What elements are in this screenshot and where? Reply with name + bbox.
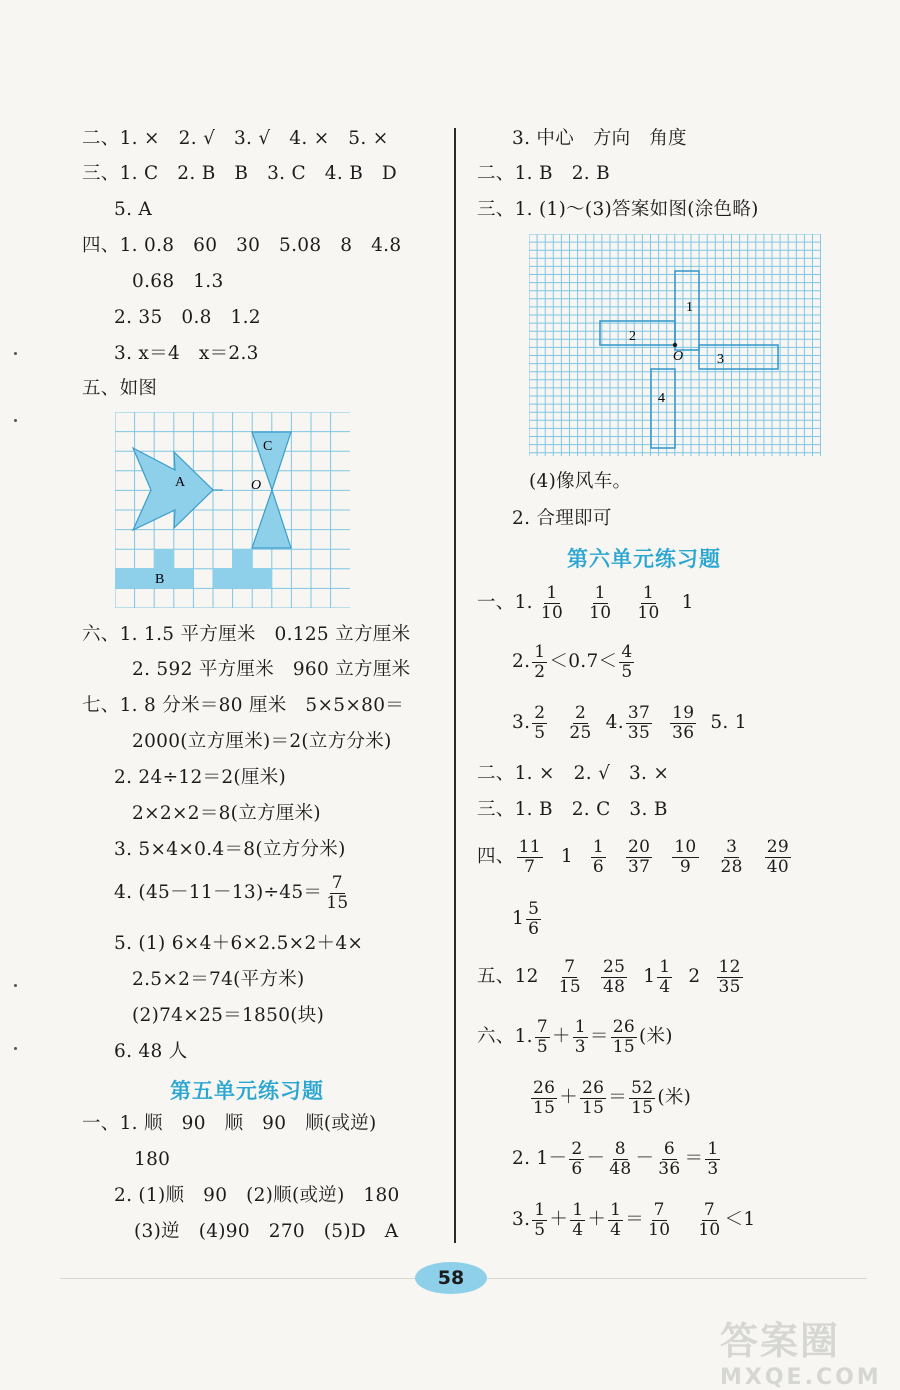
fraction: $\frac{11}{7}$ [518, 836, 541, 877]
section-heading-unit-6: 第六单元练习题 [567, 547, 721, 571]
answer-line: 2. $\frac{1}{2}$ ＜0.7＜ $\frac{4}{5}$ [512, 641, 633, 682]
answer-line: 4. (45－11－13)÷45＝ $\frac{7}{15}$ [114, 872, 349, 913]
answer-line: 5. A [114, 199, 153, 220]
answer-line: 2. 35 0.8 1.2 [114, 307, 261, 328]
shape-a [133, 448, 213, 530]
answer-line: 0.68 1.3 [132, 271, 224, 292]
label-2: 2 [629, 329, 636, 344]
shape-3 [699, 345, 778, 369]
fraction: $\frac{1}{10}$ [540, 582, 564, 623]
answer-line: 二、1. × 2. √ 3. × [477, 763, 670, 784]
fraction: $\frac{6}{36}$ [658, 1138, 681, 1179]
answer-line: 四、1. 0.8 60 30 5.08 8 4.8 [82, 235, 402, 256]
answer-line: 三、1. C 2. B B 3. C 4. B D [82, 163, 398, 184]
fraction: $\frac{19}{36}$ [672, 702, 695, 743]
fraction: $\frac{10}{9}$ [674, 836, 697, 877]
section-heading-unit-5: 第五单元练习题 [170, 1079, 324, 1103]
answer-line: (2)74×25＝1850(块) [132, 1005, 325, 1026]
answer-line: 六、1. $\frac{7}{5}$ ＋ $\frac{1}{3}$ ＝ $\frac{26}{15}$ (米) [477, 1016, 673, 1057]
answer-line: (3)逆 (4)90 270 (5)D A [134, 1221, 399, 1242]
fraction: $\frac{8}{48}$ [609, 1138, 632, 1179]
answer-line: 一、1. 顺 90 顺 90 顺(或逆) [82, 1113, 377, 1134]
answer-line: (4)像风车。 [529, 471, 632, 492]
fraction: $\frac{37}{35}$ [627, 702, 651, 743]
fraction: $\frac{2}{5}$ [534, 702, 546, 743]
answer-line: 七、1. 8 分米＝80 厘米 5×5×80＝ [82, 695, 405, 716]
answer-line: 二、1. × 2. √ 3. √ 4. × 5. × [82, 128, 389, 149]
fraction: $\frac{1}{10}$ [589, 582, 612, 623]
fraction: $\frac{1}{5}$ [534, 1199, 546, 1240]
fraction: $\frac{20}{37}$ [628, 836, 651, 877]
label-a: A [175, 475, 186, 490]
answer-line: 二、1. B 2. B [477, 163, 611, 184]
fraction: $\frac{29}{40}$ [766, 836, 789, 877]
fraction: $\frac{52}{15}$ [631, 1077, 654, 1118]
label-1: 1 [686, 300, 693, 315]
fraction: $\frac{1}{3}$ [574, 1016, 586, 1057]
fraction: $\frac{2}{6}$ [571, 1138, 583, 1179]
fraction: $\frac{7}{15}$ [326, 872, 349, 913]
answer-line: 五、12 $\frac{7}{15}$ $\frac{25}{48}$ 1 $\frac{1}{4}$ 2 $\frac{12}{35}$ [477, 956, 741, 997]
fraction: $\frac{7}{5}$ [536, 1016, 548, 1057]
answer-line: 三、1. (1)～(3)答案如图(涂色略) [477, 199, 759, 220]
fraction: $\frac{7}{10}$ [648, 1199, 671, 1240]
label-c: C [263, 439, 273, 454]
answer-line: 2.5×2＝74(平方米) [132, 969, 305, 990]
fraction: $\frac{1}{4}$ [659, 956, 671, 997]
shape-b-part [115, 549, 174, 588]
answer-line: 180 [134, 1149, 171, 1170]
answer-line: $\frac{26}{15}$ ＋ $\frac{26}{15}$ ＝ $\frac{52}{15}$ (米) [533, 1077, 692, 1118]
answer-line: 四、 $\frac{11}{7}$ 1 $\frac{1}{6}$ $\frac{20}{37}$ $\frac{10}{9}$ $\frac{3}{28}$ $\frac{29}{40}$ [477, 836, 789, 877]
fraction: $\frac{1}{6}$ [592, 836, 605, 877]
right-column [455, 0, 875, 1250]
fraction: $\frac{26}{15}$ [612, 1016, 635, 1057]
fraction: $\frac{1}{10}$ [637, 582, 660, 623]
fraction: $\frac{3}{28}$ [720, 836, 743, 877]
fraction: $\frac{5}{6}$ [528, 898, 540, 939]
fraction: $\frac{4}{5}$ [621, 641, 633, 682]
answer-line: 一、1. $\frac{1}{10}$ $\frac{1}{10}$ $\frac{1}{10}$ 1 [477, 582, 694, 623]
fraction: $\frac{7}{10}$ [698, 1199, 721, 1240]
answer-line: 5. (1) 6×4＋6×2.5×2＋4× [114, 933, 364, 954]
symmetry-grid-figure [115, 412, 350, 608]
center-point [673, 343, 677, 347]
fraction: $\frac{12}{35}$ [718, 956, 741, 997]
fraction: $\frac{25}{48}$ [602, 956, 626, 997]
answer-line: 2. (1)顺 90 (2)顺(或逆) 180 [114, 1185, 400, 1206]
answer-line: 2. 1－ $\frac{2}{6}$ － $\frac{8}{48}$ － $\frac{6}{36}$ ＝ $\frac{1}{3}$ [512, 1138, 719, 1179]
answer-line: 2. 24÷12＝2(厘米) [114, 767, 287, 788]
fraction: $\frac{1}{4}$ [572, 1199, 584, 1240]
label-o: O [673, 349, 684, 364]
fraction: $\frac{2}{25}$ [569, 702, 592, 743]
answer-line: 1 $\frac{5}{6}$ [512, 898, 540, 939]
label-b: B [155, 572, 165, 587]
answer-line: 3. 5×4×0.4＝8(立方分米) [114, 839, 346, 860]
answer-line: 3. 中心 方向 角度 [512, 128, 687, 149]
page-number: 58 [437, 1267, 465, 1289]
label-3: 3 [717, 352, 724, 367]
fraction: $\frac{26}{15}$ [533, 1077, 556, 1118]
windmill-grid-figure [529, 234, 821, 456]
fraction: $\frac{1}{3}$ [707, 1138, 719, 1179]
fraction: $\frac{1}{2}$ [534, 641, 546, 682]
answer-line: 2. 592 平方厘米 960 立方厘米 [132, 659, 411, 680]
answer-line: 3. $\frac{1}{5}$ ＋ $\frac{1}{4}$ ＋ $\frac{1}{4}$ ＝ $\frac{7}{10}$ $\frac{7}{10}$ ＜1 [512, 1199, 756, 1240]
label-o: O [251, 478, 262, 493]
answer-line: 3. $\frac{2}{5}$ $\frac{2}{25}$ 4. $\frac{37}{35}$ $\frac{19}{36}$ 5. 1 [512, 702, 747, 743]
footer-rule-right [487, 1278, 867, 1279]
fraction: $\frac{7}{15}$ [558, 956, 581, 997]
shape-2 [600, 321, 675, 345]
answer-line: 六、1. 1.5 平方厘米 0.125 立方厘米 [82, 624, 411, 645]
answer-line: 2000(立方厘米)＝2(立方分米) [132, 731, 392, 752]
fraction: $\frac{1}{4}$ [610, 1199, 622, 1240]
margin-dot [14, 1047, 17, 1050]
left-column [0, 0, 420, 1250]
watermark-logo: 答案圈 MXQE.COM [720, 1319, 882, 1390]
margin-dot [14, 352, 17, 355]
label-4: 4 [658, 391, 665, 406]
margin-dot [14, 419, 17, 422]
margin-dot [14, 984, 17, 987]
answer-line: 2. 合理即可 [512, 508, 612, 529]
answer-line: 五、如图 [82, 378, 158, 399]
answer-line: 三、1. B 2. C 3. B [477, 799, 668, 820]
fraction: $\frac{26}{15}$ [582, 1077, 605, 1118]
answer-line: 3. x＝4 x＝2.3 [114, 343, 259, 364]
answer-line: 6. 48 人 [114, 1041, 188, 1062]
shape-b-image [213, 549, 272, 588]
answer-line: 2×2×2＝8(立方厘米) [132, 803, 321, 824]
footer-rule-left [60, 1278, 415, 1279]
